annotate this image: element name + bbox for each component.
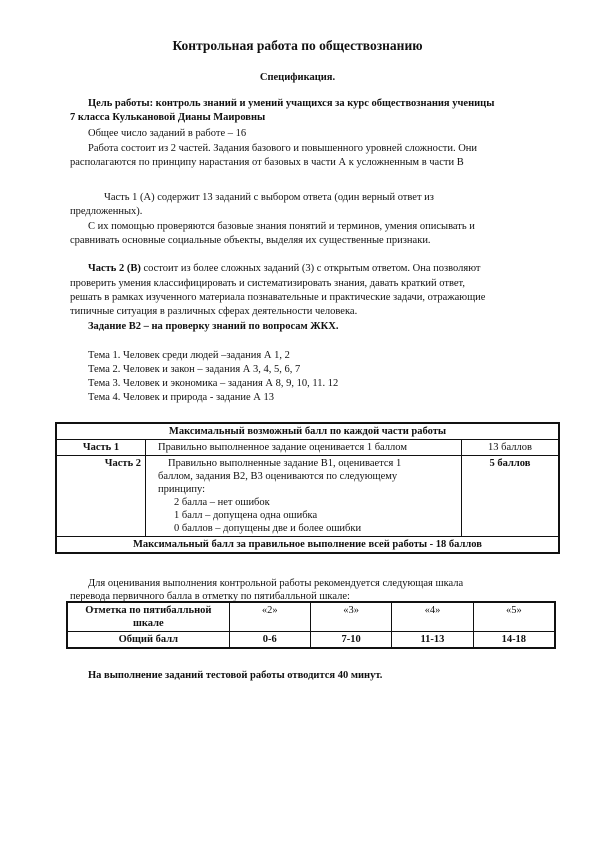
- goal-line-2: 7 класса Кулькановой Дианы Маировны: [70, 112, 266, 123]
- grade-scale-row-1-label-line-1: Отметка по пятибалльной: [85, 605, 212, 616]
- total-tasks: Общее число заданий в работе – 16: [88, 128, 247, 139]
- part2-line-1-text: состоит из более сложных заданий (3) с открытым ответом. Она позволяют: [140, 263, 481, 274]
- part1-label: Часть 1 (А): [104, 192, 155, 203]
- score-table: [55, 422, 560, 554]
- page-title: Контрольная работа по обществознанию: [172, 38, 423, 53]
- score-row-2-score: 5 баллов: [462, 456, 560, 537]
- task-b2-note: Задание В2 – на проверку знаний по вопросам ЖКХ.: [88, 321, 339, 332]
- part1-line-1-text: содержит 13 заданий с выбором ответа (один верный ответ из: [154, 192, 434, 203]
- part2-line-2: проверить умения классифицировать и систематизировать знания, давать краткий ответ,: [70, 278, 465, 289]
- score-range-cell: 0-6: [229, 632, 310, 649]
- score-row-1-score: 13 баллов: [462, 440, 560, 456]
- score-range-cell: 11-13: [392, 632, 473, 649]
- time-note: На выполнение заданий тестовой работы отводится 40 минут.: [88, 670, 383, 681]
- score-row-2-desc: [146, 456, 462, 537]
- grade-scale-row-1-label: [67, 602, 229, 632]
- grade-scale-table: [66, 601, 556, 649]
- part1-line-2: предложенных).: [70, 206, 143, 217]
- criterion-item: 2 балла – нет ошибок: [174, 497, 270, 508]
- grade-cell: «5»: [473, 602, 555, 632]
- parts-intro-line-2: располагаются по принципу нарастания от базовых в части А к усложненным в части В: [70, 157, 464, 168]
- grade-cell: «2»: [229, 602, 310, 632]
- score-row-2-part: Часть 2: [56, 456, 146, 537]
- criterion-item: 0 баллов – допущены две и более ошибки: [174, 523, 362, 534]
- grade-scale-row-1-label-line-2: шкале: [132, 618, 164, 629]
- part1-line-4: сравнивать основные социальные объекты, выделяя их существенные признаки.: [70, 235, 431, 246]
- score-row-2-desc-line-2: баллом, задания В2, В3 оцениваются по следующему: [158, 471, 398, 482]
- parts-intro-line-1: Работа состоит из 2 частей. Задания базового и повышенного уровней сложности. Они: [88, 143, 478, 154]
- score-range-cell: 14-18: [473, 632, 555, 649]
- score-range-cell: 7-10: [310, 632, 391, 649]
- part1-line-1: [104, 191, 434, 204]
- part2-line-4: типичные ситуация в различных сферах деятельности человека.: [70, 306, 358, 317]
- score-row-1-desc: Правильно выполненное задание оценивается 1 баллом: [146, 440, 462, 456]
- topic-item: Тема 1. Человек среди людей –задания А 1, 2: [88, 350, 290, 361]
- part2-label: Часть 2 (В): [88, 263, 141, 274]
- part2-line-3: решать в рамках изученного материала познавательные и практические задачи, отражающие: [70, 292, 486, 303]
- grade-cell: «4»: [392, 602, 473, 632]
- topic-item: Тема 3. Человек и экономика – задания А 8, 9, 10, 11. 12: [88, 378, 339, 389]
- goal-line-1: Цель работы: контроль знаний и умений учащихся за курс обществознания ученицы: [88, 98, 495, 109]
- scale-intro-line-1: Для оценивания выполнения контрольной работы рекомендуется следующая шкала: [88, 578, 464, 589]
- grade-scale-row-2-label: Общий балл: [67, 632, 229, 649]
- score-table-footer: Максимальный балл за правильное выполнение всей работы - 18 баллов: [56, 537, 559, 554]
- topic-item: Тема 4. Человек и природа - задание А 13: [88, 392, 275, 403]
- criterion-item: 1 балл – допущена одна ошибка: [174, 510, 318, 521]
- score-row-2-desc-line-3: принципу:: [158, 484, 205, 495]
- topic-item: Тема 2. Человек и закон – задания А 3, 4, 5, 6, 7: [88, 364, 301, 375]
- grade-cell: «3»: [310, 602, 391, 632]
- part1-line-3: С их помощью проверяются базовые знания понятий и терминов, умения описывать и: [88, 221, 475, 232]
- page-subtitle: Спецификация.: [259, 72, 336, 83]
- part2-line-1: [88, 262, 481, 275]
- score-table-header: Максимальный возможный балл по каждой части работы: [56, 423, 559, 440]
- score-row-2-desc-line-1: Правильно выполненные задание В1, оценивается 1: [168, 458, 402, 469]
- score-row-1-part: Часть 1: [56, 440, 146, 456]
- scale-intro-line-2: перевода первичного балла в отметку по пятибалльной шкале:: [70, 591, 350, 602]
